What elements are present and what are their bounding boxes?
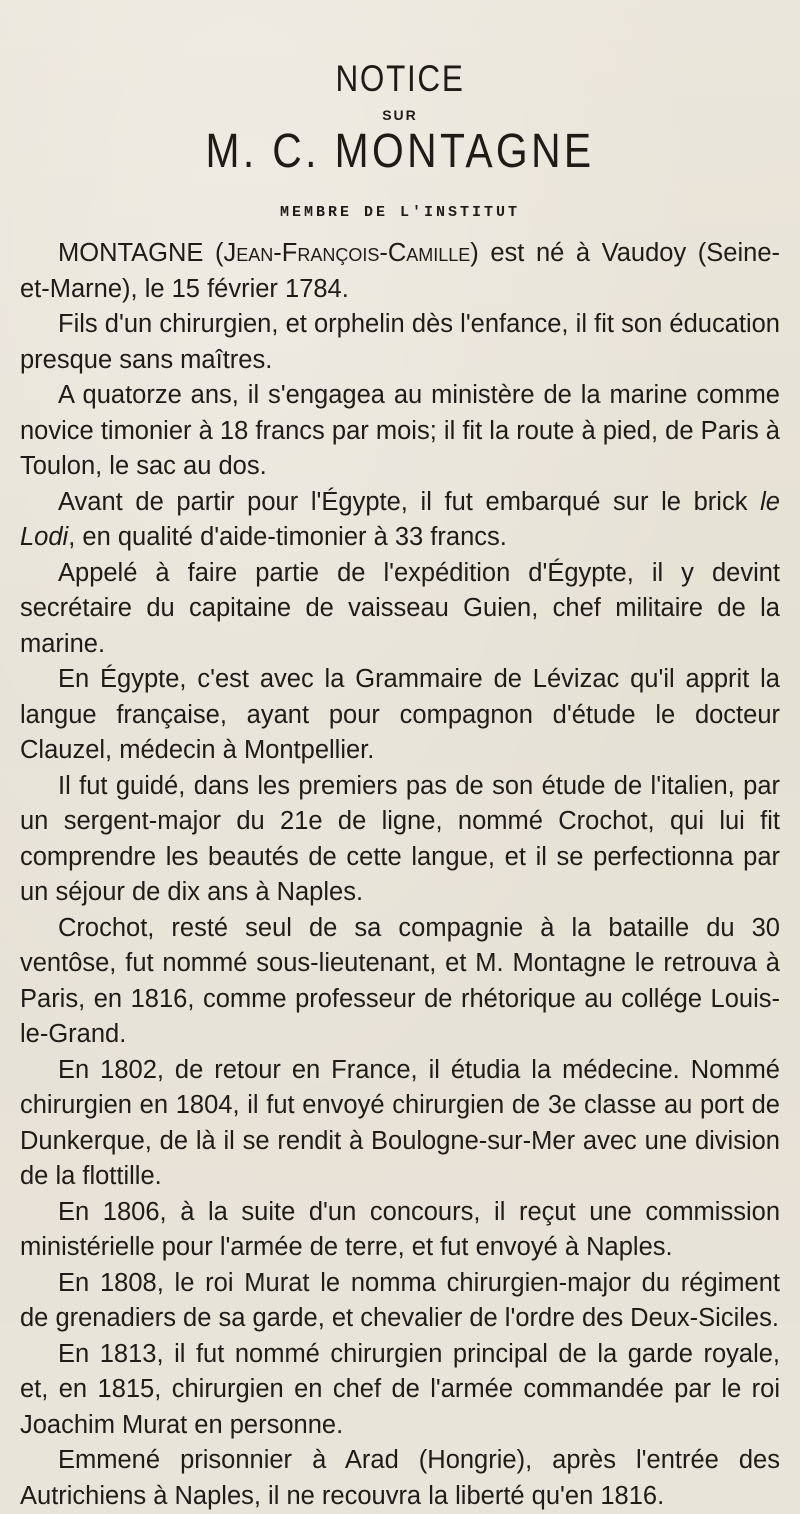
paragraph-education: Fils d'un chirurgien, et orphelin dès l'enfance, il fit son éducation presque sans maîtres. bbox=[20, 310, 780, 374]
surname: MONTAGNE bbox=[58, 239, 204, 267]
paragraph-1802: En 1802, de retour en France, il étudia la médecine. Nommé chirurgien en 1804, il fut envoyé chirurgien de 3e classe au port de Dunkerque, de là il se rendit à Boulogne-sur-Mer avec une division de la flottille. bbox=[20, 1055, 780, 1190]
paragraph-french: En Égypte, c'est avec la Grammaire de Lévizac qu'il apprit la langue française, ayant pour compagnon d'étude le docteur Clauzel, médecin à Montpellier. bbox=[20, 665, 780, 764]
paragraph-birth: MONTAGNE (Jean-François-Camille) est né à Vaudoy (Seine-et-Marne), le 15 février 1784. bbox=[20, 239, 780, 303]
ship-name: le Lodi bbox=[20, 487, 780, 551]
lodi-text-b: , en qualité d'aide-timonier à 33 francs. bbox=[68, 523, 507, 551]
member-subtitle: MEMBRE DE L'INSTITUT bbox=[279, 204, 521, 221]
paragraph-italian: Il fut guidé, dans les premiers pas de son étude de l'italien, par un sergent-major du 21e de ligne, nommé Crochot, qui lui fit comprendre les beautés de cette langue, et il se perfectionna par un séjour de dix ans à Naples. bbox=[20, 771, 780, 906]
subject-name: M. C. MONTAGNE bbox=[205, 125, 595, 178]
given-names: Jean-François-Camille bbox=[223, 239, 471, 267]
lodi-text-a: Avant de partir pour l'Égypte, il fut embarqué sur le brick bbox=[58, 487, 761, 516]
notice-body bbox=[20, 236, 780, 1514]
sur-label: SUR bbox=[382, 107, 418, 123]
paragraph-crochot: Crochot, resté seul de sa compagnie à la bataille du 30 ventôse, fut nommé sous-lieutenant, et M. Montagne le retrouva à Paris, en 1816, comme professeur de rhétorique au collége Louis-le-Grand. bbox=[20, 913, 780, 1048]
paragraph-prisoner: Emmené prisonnier à Arad (Hongrie), après l'entrée des Autrichiens à Naples, il ne recouvra la liberté qu'en 1816. bbox=[20, 1446, 780, 1510]
paragraph-1806: En 1806, à la suite d'un concours, il reçut une commission ministérielle pour l'armée de terre, et fut envoyé à Naples. bbox=[20, 1197, 780, 1261]
paragraph-1813: En 1813, il fut nommé chirurgien principal de la garde royale, et, en 1815, chirurgien en chef de l'armée commandée par le roi Joachim Murat en personne. bbox=[20, 1339, 780, 1439]
paragraph-lodi bbox=[20, 485, 780, 556]
paragraph-navy: A quatorze ans, il s'engagea au ministère de la marine comme novice timonier à 18 francs par mois; il fit la route à pied, de Paris à Toulon, le sac au dos. bbox=[20, 381, 780, 480]
paragraph-expedition: Appelé à faire partie de l'expédition d'Égypte, il y devint secrétaire du capitaine de vaisseau Guien, chef militaire de la marine. bbox=[20, 558, 780, 658]
notice-title: NOTICE bbox=[335, 58, 465, 99]
birth-details: est né à Vaudoy (Seine-et-Marne), le 15 février 1784. bbox=[20, 239, 780, 303]
paragraph-1808: En 1808, le roi Murat le nomma chirurgien-major du régiment de grenadiers de sa garde, et chevalier de l'ordre des Deux-Siciles. bbox=[20, 1268, 780, 1332]
